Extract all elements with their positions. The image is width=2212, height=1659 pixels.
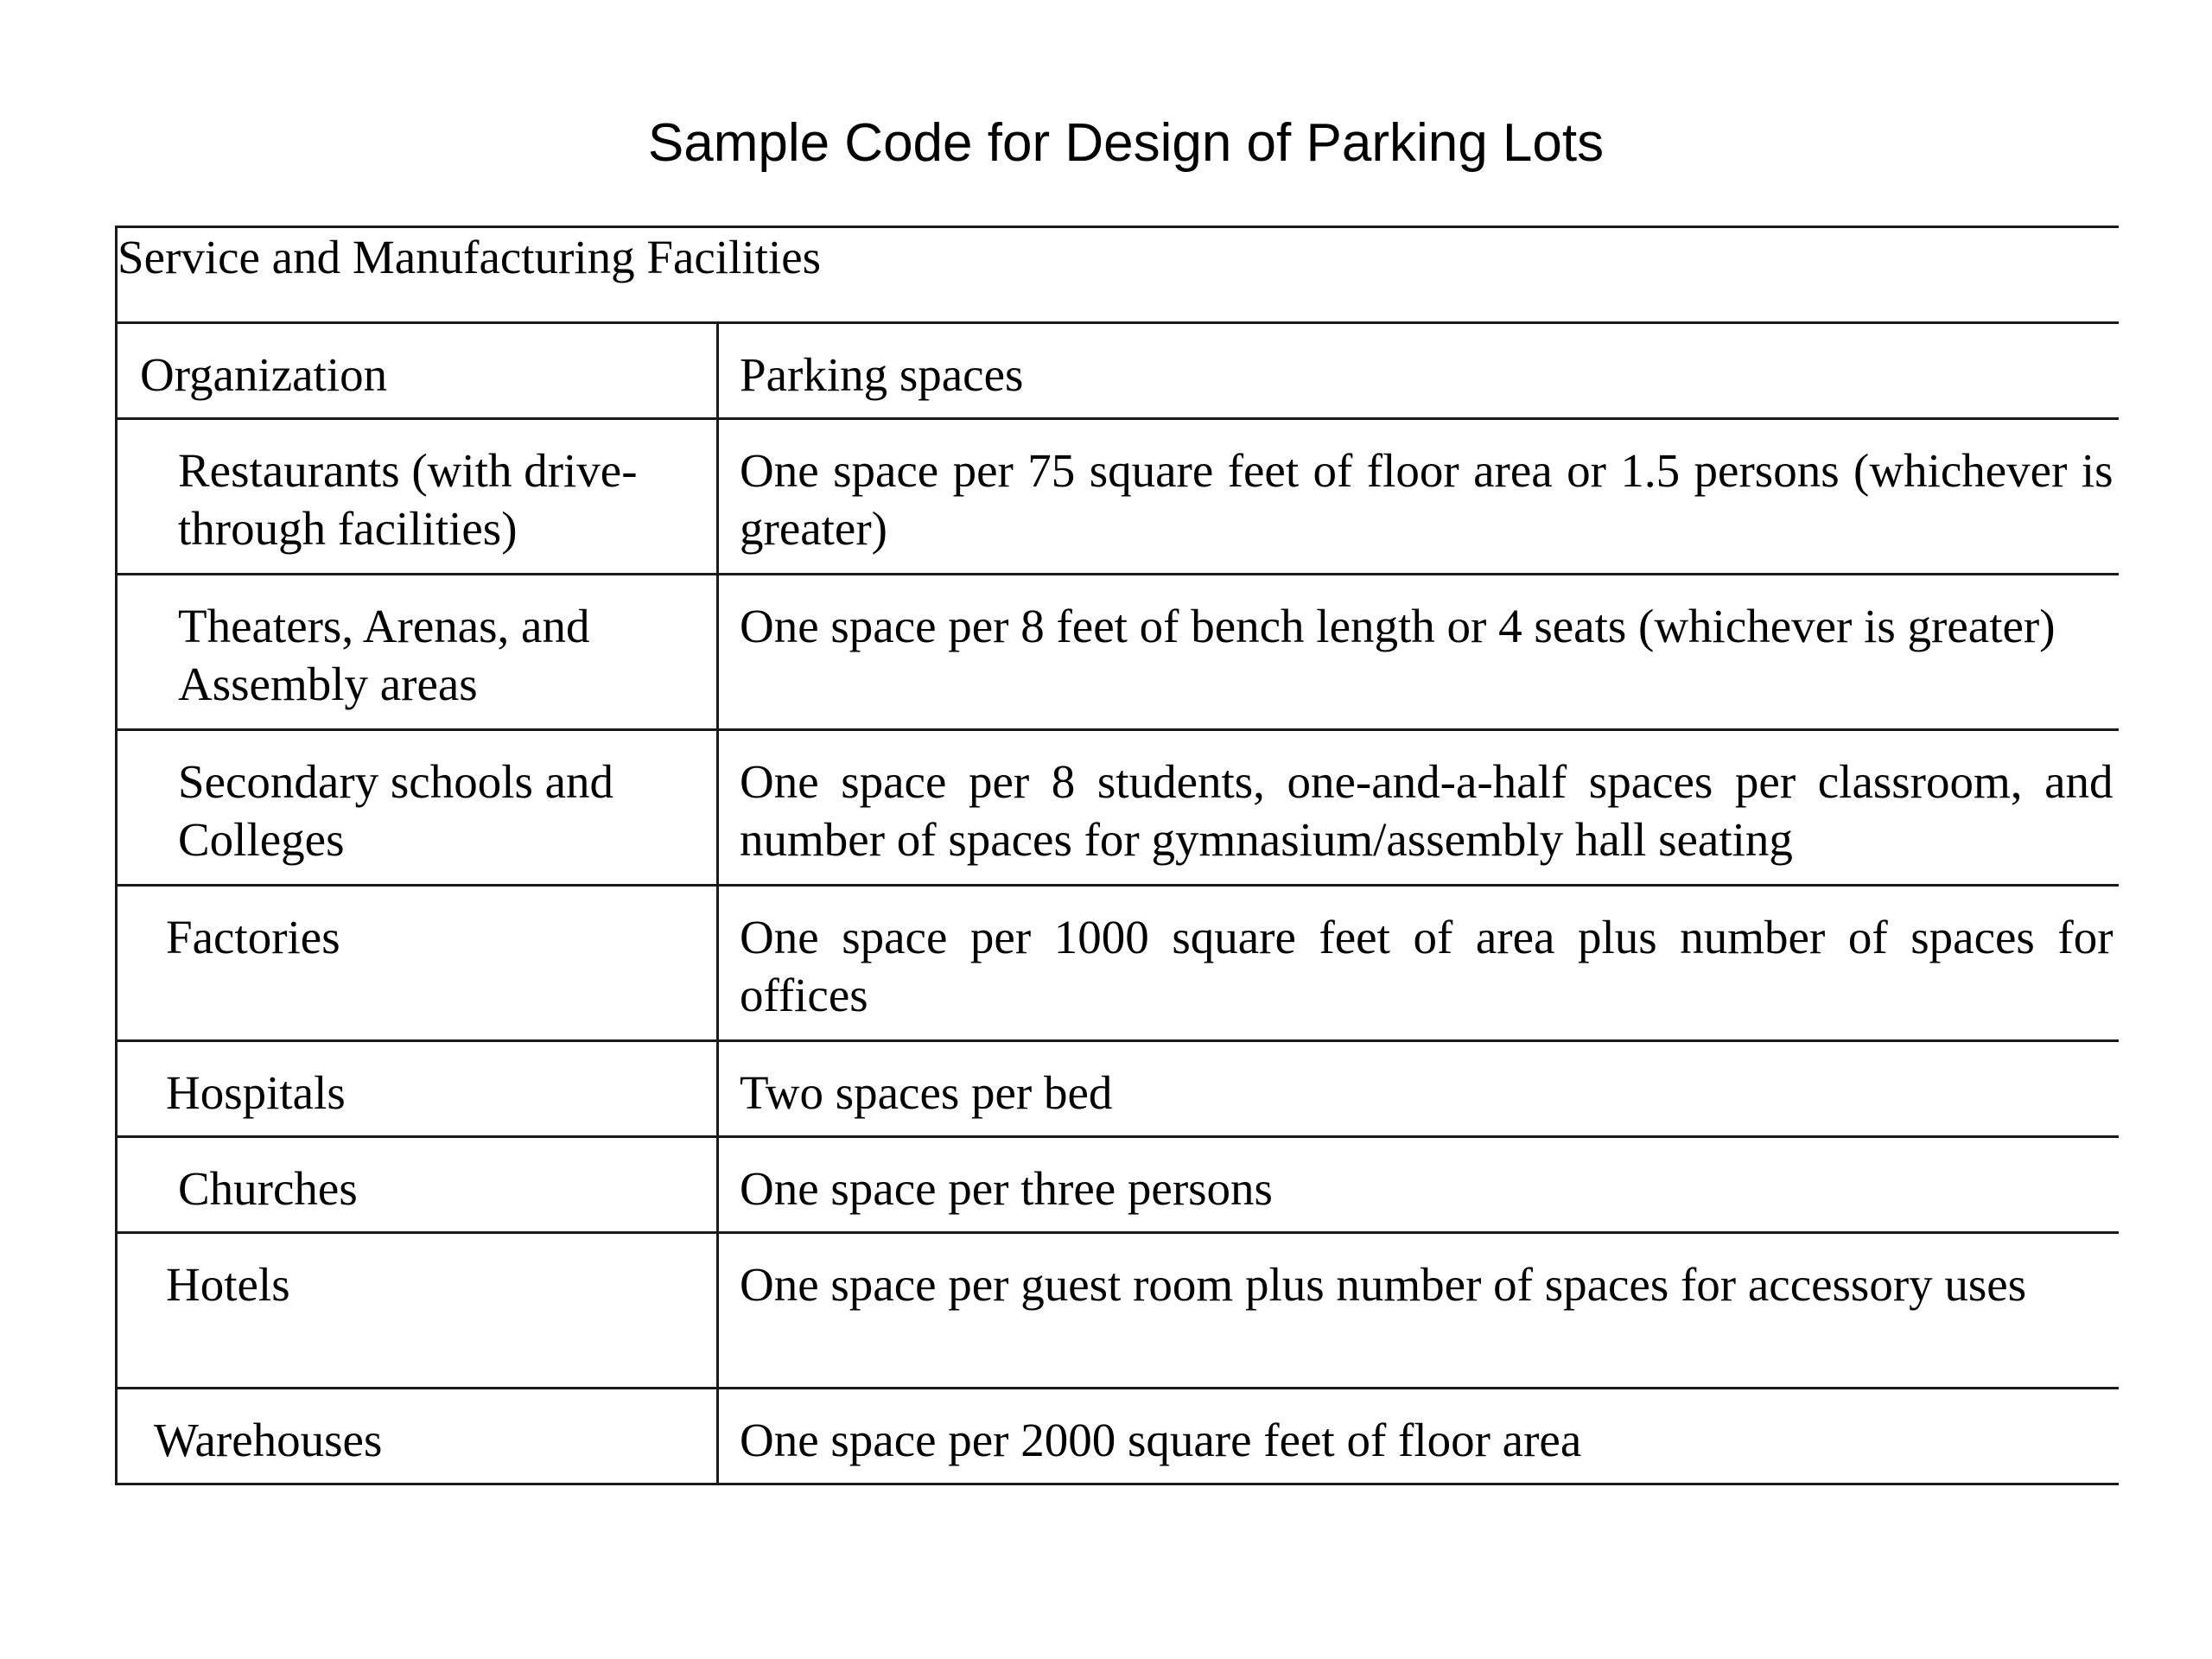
parking-spaces-cell bbox=[718, 1041, 2119, 1137]
parking-spaces-text: One space per guest room plus number of spaces for accessory uses bbox=[740, 1258, 2027, 1311]
parking-spaces-cell bbox=[718, 575, 2119, 730]
table-row bbox=[117, 419, 2119, 575]
parking-spaces-cell bbox=[718, 1389, 2119, 1484]
parking-spaces-cell bbox=[718, 1137, 2119, 1233]
organization-cell bbox=[117, 1137, 718, 1233]
organization-cell bbox=[117, 1389, 718, 1484]
organization-name: Theaters, Arenas, and Assembly areas bbox=[178, 600, 590, 710]
organization-cell bbox=[117, 730, 718, 886]
table-row bbox=[117, 1233, 2119, 1389]
column-header-row bbox=[117, 323, 2119, 419]
parking-spaces-cell bbox=[718, 886, 2119, 1041]
parking-spaces-text: Two spaces per bed bbox=[740, 1066, 1113, 1119]
parking-spaces-text: One space per 8 students, one-and-a-half spaces per classroom, and number of spaces for gymnasium/assembly hall seating bbox=[740, 755, 2113, 866]
organization-name: Hospitals bbox=[166, 1066, 346, 1119]
parking-spaces-cell bbox=[718, 419, 2119, 575]
organization-cell bbox=[117, 1041, 718, 1137]
organization-name: Factories bbox=[166, 911, 340, 963]
table-row bbox=[117, 730, 2119, 886]
parking-spaces-column-label: Parking spaces bbox=[740, 348, 1024, 401]
section-header: Service and Manufacturing Facilities bbox=[117, 227, 2119, 323]
parking-spaces-text: One space per 1000 square feet of area plus number of spaces for offices bbox=[740, 911, 2113, 1021]
organization-cell bbox=[117, 1233, 718, 1389]
parking-spaces-column-header bbox=[718, 323, 2119, 419]
parking-spaces-cell bbox=[718, 1233, 2119, 1389]
organization-name: Warehouses bbox=[154, 1414, 383, 1466]
table-row bbox=[117, 1389, 2119, 1484]
organization-cell bbox=[117, 886, 718, 1041]
table-row bbox=[117, 1041, 2119, 1137]
organization-name: Secondary schools and Colleges bbox=[178, 755, 614, 866]
parking-spaces-text: One space per 8 feet of bench length or 4 seats (whichever is greater) bbox=[740, 600, 2056, 652]
table-row bbox=[117, 575, 2119, 730]
page-title: Sample Code for Design of Parking Lots bbox=[647, 113, 1605, 173]
organization-name: Churches bbox=[178, 1162, 358, 1215]
parking-spaces-text: One space per three persons bbox=[740, 1162, 1273, 1215]
organization-column-label: Organization bbox=[140, 348, 388, 401]
section-header-row bbox=[117, 227, 2119, 323]
organization-cell bbox=[117, 575, 718, 730]
organization-name: Hotels bbox=[166, 1258, 290, 1311]
parking-requirements-table bbox=[115, 226, 2119, 1485]
parking-spaces-text: One space per 75 square feet of floor area or 1.5 persons (whichever is greater) bbox=[740, 444, 2113, 555]
parking-spaces-cell bbox=[718, 730, 2119, 886]
table-row bbox=[117, 886, 2119, 1041]
organization-cell bbox=[117, 419, 718, 575]
parking-spaces-text: One space per 2000 square feet of floor area bbox=[740, 1414, 1582, 1466]
table-row bbox=[117, 1137, 2119, 1233]
organization-name: Restaurants (with drive-through facilities) bbox=[178, 444, 638, 555]
organization-column-header bbox=[117, 323, 718, 419]
